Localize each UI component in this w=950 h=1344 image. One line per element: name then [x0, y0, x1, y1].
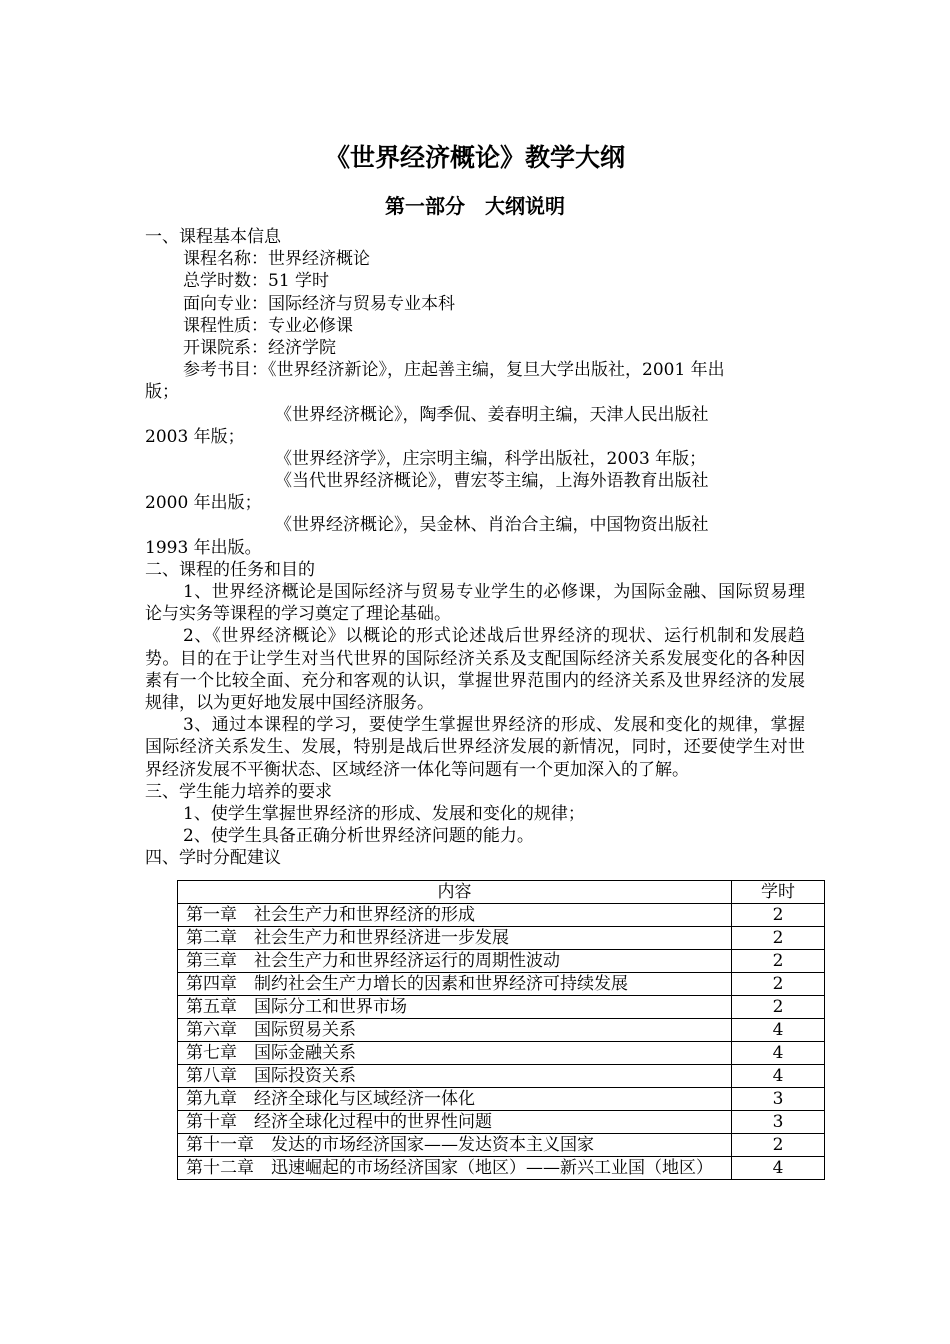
chapter-hours: 3	[732, 1111, 825, 1134]
course-nature: 课程性质：专业必修课	[183, 315, 353, 336]
chapter-content: 第三章 社会生产力和世界经济运行的周期性波动	[178, 950, 732, 973]
reference-4a: 《当代世界经济概论》，曹宏苓主编，上海外语教育出版社	[275, 471, 709, 492]
table-row	[178, 1111, 825, 1134]
chapter-hours: 2	[732, 950, 825, 973]
reference-1b: 版；	[145, 382, 179, 403]
task-paragraph-1: 1、世界经济概论是国际经济与贸易专业学生的必修课，为国际金融、国际贸易理论与实务等课程的学习奠定了理论基础。	[145, 582, 805, 625]
chapter-hours: 4	[732, 1019, 825, 1042]
requirement-2: 2、使学生具备正确分析世界经济问题的能力。	[183, 826, 534, 847]
chapter-hours: 3	[732, 1088, 825, 1111]
document-title: 《世界经济概论》教学大纲	[324, 143, 625, 172]
task-paragraph-2: 2、《世界经济概论》以概论的形式论述战后世界经济的现状、运行机制和发展趋势。目的在于让学生对当代世界的国际经济关系及支配国际经济关系发展变化的各种因素有一个比较全面、充分和客观的认识，掌握世界范围内的经济关系及世界经济的发展规律，以为更好地发展中国经济服务。	[145, 626, 805, 714]
chapter-content: 第十二章 迅速崛起的市场经济国家（地区）——新兴工业国（地区）	[178, 1157, 732, 1180]
table-row	[178, 950, 825, 973]
table-row	[178, 904, 825, 927]
requirement-1: 1、使学生掌握世界经济的形成、发展和变化的规律；	[183, 804, 585, 825]
chapter-content: 第七章 国际金融关系	[178, 1042, 732, 1065]
chapter-hours: 4	[732, 1065, 825, 1088]
chapter-hours: 2	[732, 927, 825, 950]
table-row	[178, 1065, 825, 1088]
table-row	[178, 1157, 825, 1180]
chapter-content: 第二章 社会生产力和世界经济进一步发展	[178, 927, 732, 950]
chapter-hours: 2	[732, 1134, 825, 1157]
target-major: 面向专业：国际经济与贸易专业本科	[183, 293, 455, 314]
table-row	[178, 973, 825, 996]
chapter-content: 第一章 社会生产力和世界经济的形成	[178, 904, 732, 927]
chapter-content: 第六章 国际贸易关系	[178, 1019, 732, 1042]
chapter-hours: 4	[732, 1042, 825, 1065]
chapter-content: 第九章 经济全球化与区域经济一体化	[178, 1088, 732, 1111]
reference-5a: 《世界经济概论》，吴金林、肖治合主编，中国物资出版社	[275, 515, 709, 536]
total-hours: 总学时数：51 学时	[183, 271, 330, 292]
part-title: 第一部分 大纲说明	[385, 194, 565, 218]
document-body	[145, 226, 805, 870]
section3-heading: 三、学生能力培养的要求	[145, 781, 332, 802]
reference-2a: 《世界经济概论》，陶季侃、姜春明主编，天津人民出版社	[275, 404, 709, 425]
section2-heading: 二、课程的任务和目的	[145, 559, 315, 580]
reference-1a: 参考书目：《世界经济新论》，庄起善主编，复旦大学出版社，2001 年出	[183, 360, 725, 381]
section4-heading: 四、学时分配建议	[145, 848, 281, 869]
chapter-hours: 2	[732, 996, 825, 1019]
section1-heading: 一、课程基本信息	[145, 227, 281, 247]
chapter-content: 第十章 经济全球化过程中的世界性问题	[178, 1111, 732, 1134]
chapter-hours: 2	[732, 904, 825, 927]
chapter-content: 第八章 国际投资关系	[178, 1065, 732, 1088]
header-content: 内容	[178, 881, 732, 904]
hours-allocation-table	[177, 880, 825, 1180]
reference-5b: 1993 年出版。	[145, 537, 262, 558]
reference-4b: 2000 年出版；	[145, 493, 262, 514]
table-row	[178, 996, 825, 1019]
table-header-row	[178, 881, 825, 904]
header-hours: 学时	[732, 881, 825, 904]
task-paragraph-3: 3、通过本课程的学习，要使学生掌握世界经济的形成、发展和变化的规律，掌握国际经济关系发生、发展，特别是战后世界经济发展的新情况，同时，还要使学生对世界经济发展不平衡状态、区域经济一体化等问题有一个更加深入的了解。	[145, 715, 805, 780]
table-row	[178, 927, 825, 950]
chapter-content: 第五章 国际分工和世界市场	[178, 996, 732, 1019]
table-row	[178, 1134, 825, 1157]
reference-3: 《世界经济学》，庄宗明主编，科学出版社，2003 年版；	[275, 448, 707, 469]
chapter-hours: 4	[732, 1157, 825, 1180]
chapter-content: 第十一章 发达的市场经济国家——发达资本主义国家	[178, 1134, 732, 1157]
reference-2b: 2003 年版；	[145, 426, 245, 447]
table-row	[178, 1088, 825, 1111]
chapter-content: 第四章 制约社会生产力增长的因素和世界经济可持续发展	[178, 973, 732, 996]
course-name: 课程名称：世界经济概论	[183, 249, 370, 270]
department: 开课院系：经济学院	[183, 337, 336, 358]
table-row	[178, 1019, 825, 1042]
table-row	[178, 1042, 825, 1065]
chapter-hours: 2	[732, 973, 825, 996]
